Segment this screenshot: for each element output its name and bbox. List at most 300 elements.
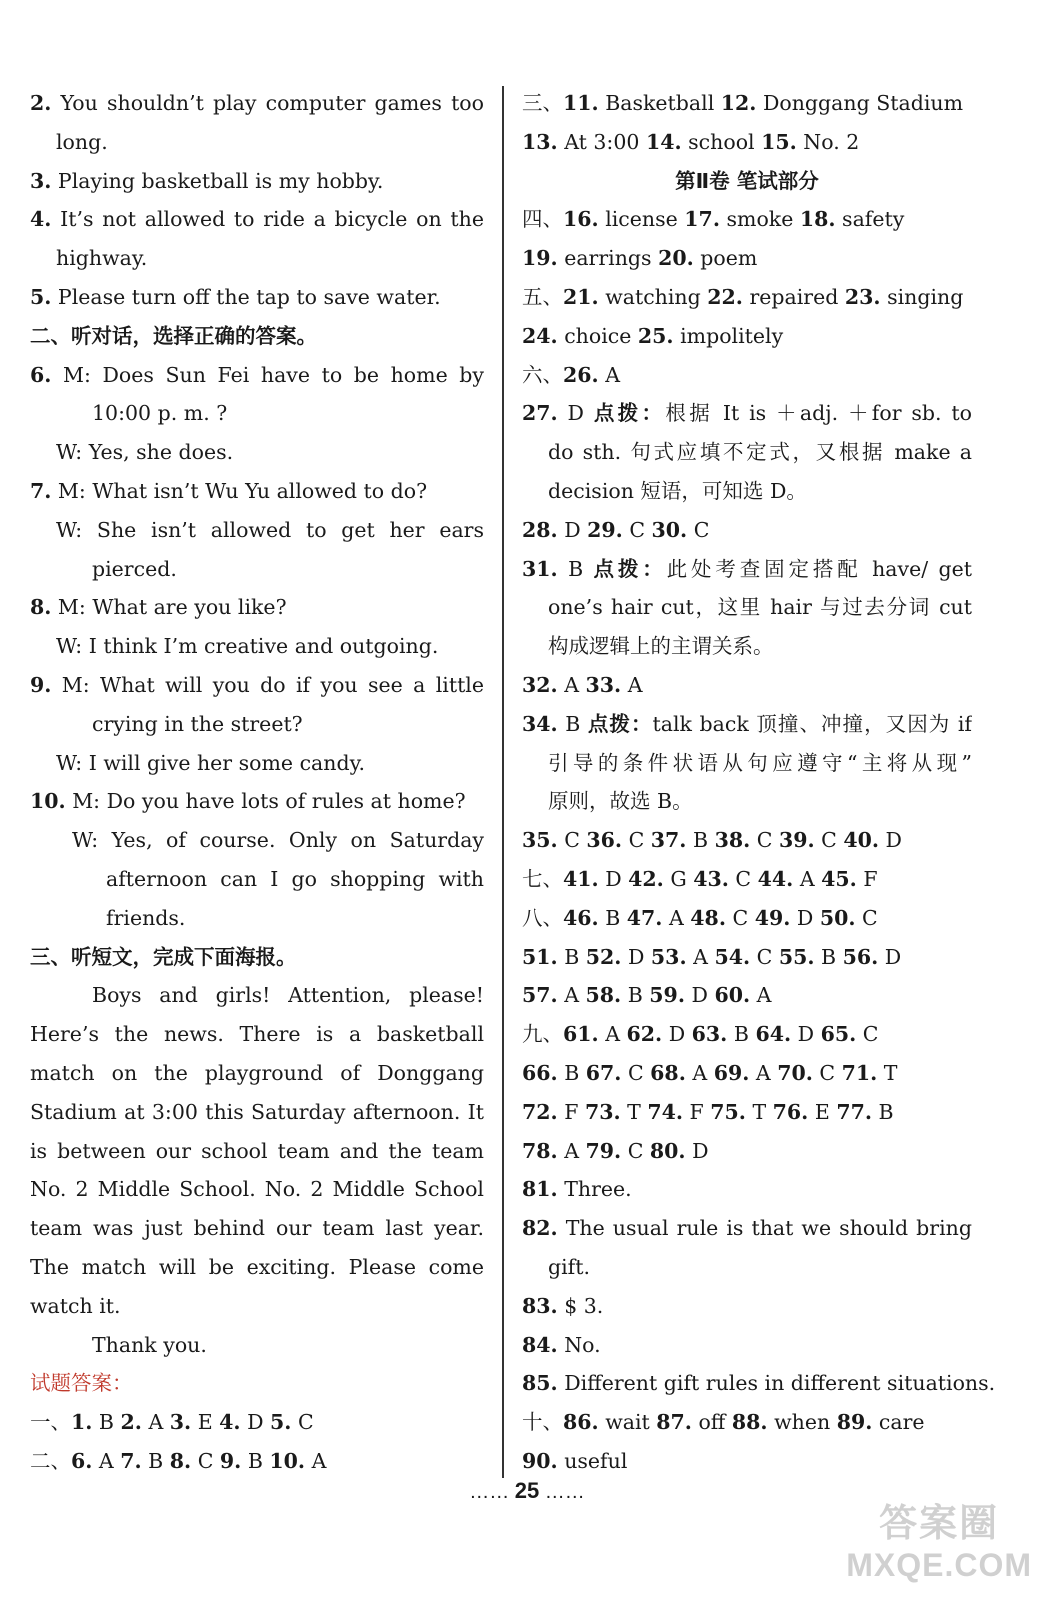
text-line (522, 239, 972, 278)
text-span: off (691, 1410, 732, 1435)
text-span: D (240, 1410, 271, 1435)
text-span: when (767, 1410, 837, 1435)
footer-dots-left: …… (469, 1481, 510, 1503)
text-span: M: What will you do if you see a little (61, 672, 484, 697)
text-line (30, 511, 484, 550)
text-span: is between our school team and the team (30, 1138, 484, 1163)
item-number: 9. (219, 1448, 242, 1473)
text-line (30, 705, 484, 744)
text-span: B (141, 1448, 170, 1473)
item-number: 86. (563, 1410, 599, 1435)
text-line (522, 588, 972, 627)
text-span: safety (835, 207, 905, 232)
text-span: B (557, 556, 594, 581)
text-span: B (621, 983, 650, 1008)
text-span: W: She isn’t allowed to get her ears (56, 517, 484, 542)
item-number: 19. (522, 246, 558, 271)
footer-dots-right: …… (544, 1481, 585, 1503)
text-line (522, 744, 972, 783)
item-number: 46. (563, 905, 599, 930)
text-line (522, 976, 972, 1015)
text-span: A (621, 672, 643, 697)
text-line (522, 511, 972, 550)
text-line (30, 1209, 484, 1248)
item-number: 28. (522, 517, 558, 542)
section-heading (30, 938, 484, 977)
text-line (522, 782, 972, 821)
text-span: E (191, 1410, 220, 1435)
text-span: B (686, 828, 715, 853)
text-span: 五、 (522, 284, 563, 309)
item-number: 70. (777, 1060, 813, 1085)
text-line (30, 278, 484, 317)
text-line (522, 938, 972, 977)
column-divider (502, 86, 504, 1478)
watermark-logo (846, 1492, 1032, 1584)
item-number: 82. (522, 1216, 558, 1241)
text-span: A (793, 866, 822, 891)
text-span: one’s hair cut，这里 hair 与过去分词 cut (548, 595, 972, 620)
item-number: 79. (585, 1138, 622, 1163)
item-number: 14. (645, 129, 682, 154)
text-span: 原则，故选 B。 (548, 789, 693, 814)
item-number: 7. (120, 1448, 142, 1473)
item-number: 5. (270, 1410, 292, 1435)
text-line (522, 200, 972, 239)
text-span: B (814, 944, 843, 969)
text-span: 根据 It is ＋adj. ＋for sb. to (665, 401, 972, 426)
text-span: Basketball (598, 91, 721, 115)
item-number: 77. (836, 1099, 872, 1124)
text-line (522, 1326, 972, 1365)
text-line (522, 1209, 972, 1248)
text-span: C (725, 905, 755, 930)
item-number: 7. (30, 478, 52, 503)
text-span: The usual rule is that we should bring (565, 1216, 972, 1241)
text-span: C (750, 828, 779, 853)
text-span: T (745, 1099, 773, 1124)
text-span: D (685, 1138, 709, 1163)
item-number: 73. (584, 1099, 621, 1124)
item-number: 71. (841, 1060, 878, 1085)
text-span: 10:00 p. m. ? (92, 401, 228, 426)
item-number: 38. (714, 828, 751, 853)
item-number: 59. (649, 983, 685, 1008)
text-span: decision 短语，可知选 D。 (548, 478, 807, 503)
text-line (522, 1093, 972, 1132)
page-number: 25 (514, 1478, 540, 1503)
text-span: B (557, 711, 588, 736)
text-span: 引导的条件状语从句应遵守“主将从现” (548, 750, 972, 775)
text-span: F (557, 1099, 585, 1124)
item-number: 21. (563, 284, 599, 309)
text-line (30, 1442, 484, 1481)
item-number: 23. (844, 284, 881, 309)
text-line (522, 1054, 972, 1093)
text-span: D (790, 905, 820, 930)
text-span: watch it. (30, 1293, 121, 1318)
text-span: No. 2 Middle School. No. 2 Middle School (30, 1177, 484, 1202)
text-span: afternoon can I go shopping with (106, 866, 484, 891)
text-span: singing (880, 284, 964, 309)
watermark-line1: 答案圈 (879, 1503, 1000, 1545)
item-number: 54. (714, 944, 751, 969)
text-span: team was just behind our team last year. (30, 1216, 484, 1241)
text-span: W: I will give her some candy. (56, 750, 365, 775)
text-line (30, 821, 484, 860)
item-number: 69. (713, 1060, 750, 1085)
text-line (522, 550, 972, 589)
text-span: 九、 (522, 1022, 563, 1047)
text-span: D (557, 401, 594, 426)
text-line (522, 899, 972, 938)
text-line (30, 472, 484, 511)
text-span: B (241, 1448, 270, 1473)
text-span: 试题答案： (30, 1371, 133, 1396)
text-line (522, 433, 972, 472)
text-span: A (685, 1060, 714, 1085)
item-number: 43. (693, 866, 729, 891)
text-line (522, 705, 972, 744)
text-span: T (877, 1060, 898, 1085)
text-line (30, 860, 484, 899)
text-span: B (598, 905, 627, 930)
item-number: 20. (658, 246, 694, 271)
text-span: long. (56, 129, 108, 154)
text-span: The match will be exciting. Please come (30, 1254, 484, 1279)
item-number: 34. (522, 711, 558, 736)
item-number: 81. (522, 1177, 558, 1202)
text-span: Donggang Stadium (756, 91, 964, 115)
text-line (522, 666, 972, 705)
text-span: gift. (548, 1254, 591, 1279)
item-number: 42. (628, 866, 664, 891)
text-line (30, 1054, 484, 1093)
text-line (30, 394, 484, 433)
text-span: B (557, 1060, 586, 1085)
text-line (522, 1248, 972, 1287)
text-line (30, 744, 484, 783)
item-number: 74. (647, 1099, 683, 1124)
section-heading (30, 317, 484, 356)
text-span: 七、 (522, 866, 563, 891)
text-line (522, 860, 972, 899)
item-number: 11. (563, 91, 599, 115)
text-span: At 3:00 (557, 129, 646, 154)
text-span: 此处考查固定搭配 have/ get (666, 556, 972, 581)
text-line (30, 782, 484, 821)
text-line (522, 821, 972, 860)
right-column (522, 84, 996, 1481)
text-span: C (750, 944, 779, 969)
item-number: 89. (836, 1410, 873, 1435)
item-number: 37. (650, 828, 687, 853)
text-span: 二、听对话，选择正确的答案。 (30, 323, 317, 348)
item-number: 49. (754, 905, 791, 930)
item-number: 65. (820, 1022, 857, 1047)
text-span: A (557, 672, 586, 697)
item-number: 2. (120, 1410, 142, 1435)
item-number: 16. (563, 207, 599, 232)
watermark-line2: MXQE.COM (846, 1547, 1032, 1583)
item-number: 17. (684, 207, 720, 232)
item-number: 33. (585, 672, 622, 697)
item-number: 9. (30, 672, 52, 697)
text-span: W: I think I’m creative and outgoing. (56, 634, 439, 659)
text-span: A (662, 905, 691, 930)
item-number: 48. (690, 905, 726, 930)
item-number: 61. (563, 1022, 599, 1047)
text-span: D (878, 944, 902, 969)
text-span: highway. (56, 246, 148, 271)
item-number: 40. (843, 828, 880, 853)
item-number: 25. (637, 323, 674, 348)
item-number: 63. (691, 1022, 728, 1047)
left-column (30, 84, 484, 1481)
item-number: 32. (522, 672, 558, 697)
text-span: D (791, 1022, 821, 1047)
item-number: 27. (522, 401, 558, 426)
text-line (30, 1093, 484, 1132)
text-line (522, 1442, 972, 1481)
item-number: 6. (30, 362, 52, 387)
text-line (522, 472, 972, 511)
text-span: F (683, 1099, 711, 1124)
text-line (30, 84, 484, 123)
item-number: 78. (522, 1138, 558, 1163)
text-line (30, 1326, 484, 1365)
text-span: A (749, 1060, 778, 1085)
text-span: C (622, 517, 652, 542)
text-span: 八、 (522, 905, 563, 930)
text-span: watching (598, 284, 708, 309)
text-line (522, 394, 972, 433)
text-span: C (557, 828, 587, 853)
text-span: repaired (742, 284, 845, 309)
item-number: 53. (650, 944, 687, 969)
text-line (522, 317, 972, 356)
text-line (30, 1403, 484, 1442)
text-span: $ 3. (557, 1293, 604, 1318)
text-span: A (141, 1410, 170, 1435)
item-number: 26. (563, 362, 599, 387)
text-span: M: What are you like? (51, 595, 287, 620)
text-span: C (728, 866, 758, 891)
item-number: 39. (778, 828, 815, 853)
text-span: 十、 (522, 1410, 563, 1435)
text-span: choice (557, 323, 638, 348)
text-line (30, 433, 484, 472)
item-number: 10. (269, 1448, 306, 1473)
section-heading (522, 162, 972, 201)
item-number: 55. (778, 944, 815, 969)
item-number: 87. (656, 1410, 692, 1435)
item-number: 52. (585, 944, 622, 969)
item-number: 5. (30, 284, 52, 309)
text-span: earrings (557, 246, 659, 271)
text-span: Boys and girls! Attention, please! (92, 983, 484, 1008)
text-line (30, 1132, 484, 1171)
text-line (30, 1015, 484, 1054)
text-line (30, 588, 484, 627)
text-span: A (92, 1448, 121, 1473)
text-line (30, 200, 484, 239)
text-span: A (750, 983, 772, 1008)
item-number: 84. (522, 1332, 558, 1357)
text-span: B (727, 1022, 756, 1047)
text-span: M: Do you have lots of rules at home? (65, 789, 466, 814)
text-span: talk back 顶撞、冲撞，又因为 if (652, 711, 972, 736)
item-number: 41. (563, 866, 599, 891)
text-span: 三、 (522, 91, 563, 115)
item-number: 60. (714, 983, 751, 1008)
text-span: Here’s the news. There is a basketball (30, 1022, 484, 1047)
text-span: A (686, 944, 715, 969)
item-number: 66. (522, 1060, 558, 1085)
item-number: 67. (585, 1060, 622, 1085)
text-line (522, 1364, 996, 1403)
item-number: 56. (842, 944, 879, 969)
text-line (522, 123, 972, 162)
text-span: D (662, 1022, 692, 1047)
text-span: C (856, 1022, 879, 1047)
text-span: A (557, 983, 586, 1008)
text-span: impolitely (673, 323, 784, 348)
text-line (522, 356, 972, 395)
text-span: Three. (557, 1177, 632, 1202)
text-span: Different gift rules in different situations. (557, 1371, 996, 1396)
item-number: 3. (169, 1410, 192, 1435)
text-span: C (855, 905, 878, 930)
item-number: 58. (585, 983, 622, 1008)
text-span: No. (557, 1332, 601, 1357)
item-number: 29. (587, 517, 623, 542)
text-span: license (598, 207, 685, 232)
text-span: T (620, 1099, 648, 1124)
item-number: 80. (649, 1138, 686, 1163)
item-number: 22. (707, 284, 743, 309)
text-span: care (872, 1410, 925, 1435)
item-number: 30. (651, 517, 688, 542)
text-line (30, 162, 484, 201)
text-span: 三、听短文，完成下面海报。 (30, 944, 297, 969)
item-number: 1. (71, 1410, 93, 1435)
text-span: 二、 (30, 1448, 71, 1473)
text-span: smoke (719, 207, 800, 232)
item-number: 50. (819, 905, 856, 930)
text-span: C (622, 828, 651, 853)
item-number: 点拨： (593, 401, 666, 426)
text-span: Please turn off the tap to save water. (51, 284, 441, 309)
text-span: D (598, 866, 629, 891)
text-line (522, 1403, 972, 1442)
item-number: 72. (522, 1099, 558, 1124)
item-number: 4. (219, 1410, 241, 1435)
text-line (522, 84, 972, 123)
text-span: do sth. 句式应填不定式，又根据 make a (548, 440, 972, 465)
text-span: F (856, 866, 878, 891)
text-span: C (814, 828, 844, 853)
item-number: 44. (757, 866, 794, 891)
text-span: B (872, 1099, 894, 1124)
text-span: D (879, 828, 902, 853)
text-span: A (305, 1448, 327, 1473)
text-span: M: What isn’t Wu Yu allowed to do? (51, 478, 428, 503)
item-number: 点拨： (593, 556, 667, 581)
text-line (30, 550, 484, 589)
text-line (522, 1287, 972, 1326)
text-line (30, 976, 484, 1015)
text-span: D (621, 944, 651, 969)
text-line (30, 356, 484, 395)
text-span: A (598, 362, 620, 387)
text-span: W: Yes, she does. (56, 440, 234, 465)
text-span: No. 2 (796, 129, 860, 154)
item-number: 31. (522, 556, 558, 581)
section-heading (30, 1364, 484, 1403)
text-line (30, 899, 484, 938)
text-span: Stadium at 3:00 this Saturday afternoon. It (30, 1099, 484, 1124)
text-span: 构成逻辑上的主谓关系。 (548, 634, 774, 659)
item-number: 18. (799, 207, 836, 232)
item-number: 90. (522, 1448, 558, 1473)
item-number: 45. (821, 866, 857, 891)
text-span: You shouldn’t play computer games too (51, 91, 484, 115)
text-span: G (663, 866, 694, 891)
item-number: 8. (30, 595, 52, 620)
text-span: crying in the street? (92, 711, 303, 736)
item-number: 6. (71, 1448, 93, 1473)
text-span: A (557, 1138, 586, 1163)
text-line (30, 123, 484, 162)
text-span: D (557, 517, 588, 542)
item-number: 47. (626, 905, 663, 930)
text-span: C (812, 1060, 842, 1085)
text-span: C (621, 1138, 650, 1163)
text-span: 一、 (30, 1410, 71, 1435)
item-number: 51. (522, 944, 558, 969)
item-number: 68. (650, 1060, 686, 1085)
text-span: useful (557, 1448, 628, 1473)
item-number: 2. (30, 91, 52, 115)
item-number: 76. (772, 1099, 809, 1124)
item-number: 12. (720, 91, 757, 115)
text-span: Playing basketball is my hobby. (51, 168, 384, 193)
text-line (522, 627, 972, 666)
text-line (522, 1170, 972, 1209)
text-span: match on the playground of Donggang (30, 1060, 484, 1085)
text-line (30, 239, 484, 278)
text-span: E (808, 1099, 837, 1124)
text-span: pierced. (92, 556, 177, 581)
item-number: 13. (522, 129, 558, 154)
text-line (30, 627, 484, 666)
item-number: 8. (169, 1448, 192, 1473)
text-span: friends. (106, 905, 186, 930)
text-span: C (191, 1448, 220, 1473)
text-span: M: Does Sun Fei have to be home by (51, 362, 484, 387)
item-number: 3. (30, 168, 52, 193)
item-number: 62. (626, 1022, 663, 1047)
text-span: 六、 (522, 362, 563, 387)
text-span: wait (598, 1410, 657, 1435)
text-span: school (681, 129, 762, 154)
text-span: B (92, 1410, 121, 1435)
text-span: 四、 (522, 207, 563, 232)
text-span: C (687, 517, 710, 542)
text-line (522, 278, 972, 317)
text-span: poem (693, 246, 758, 271)
